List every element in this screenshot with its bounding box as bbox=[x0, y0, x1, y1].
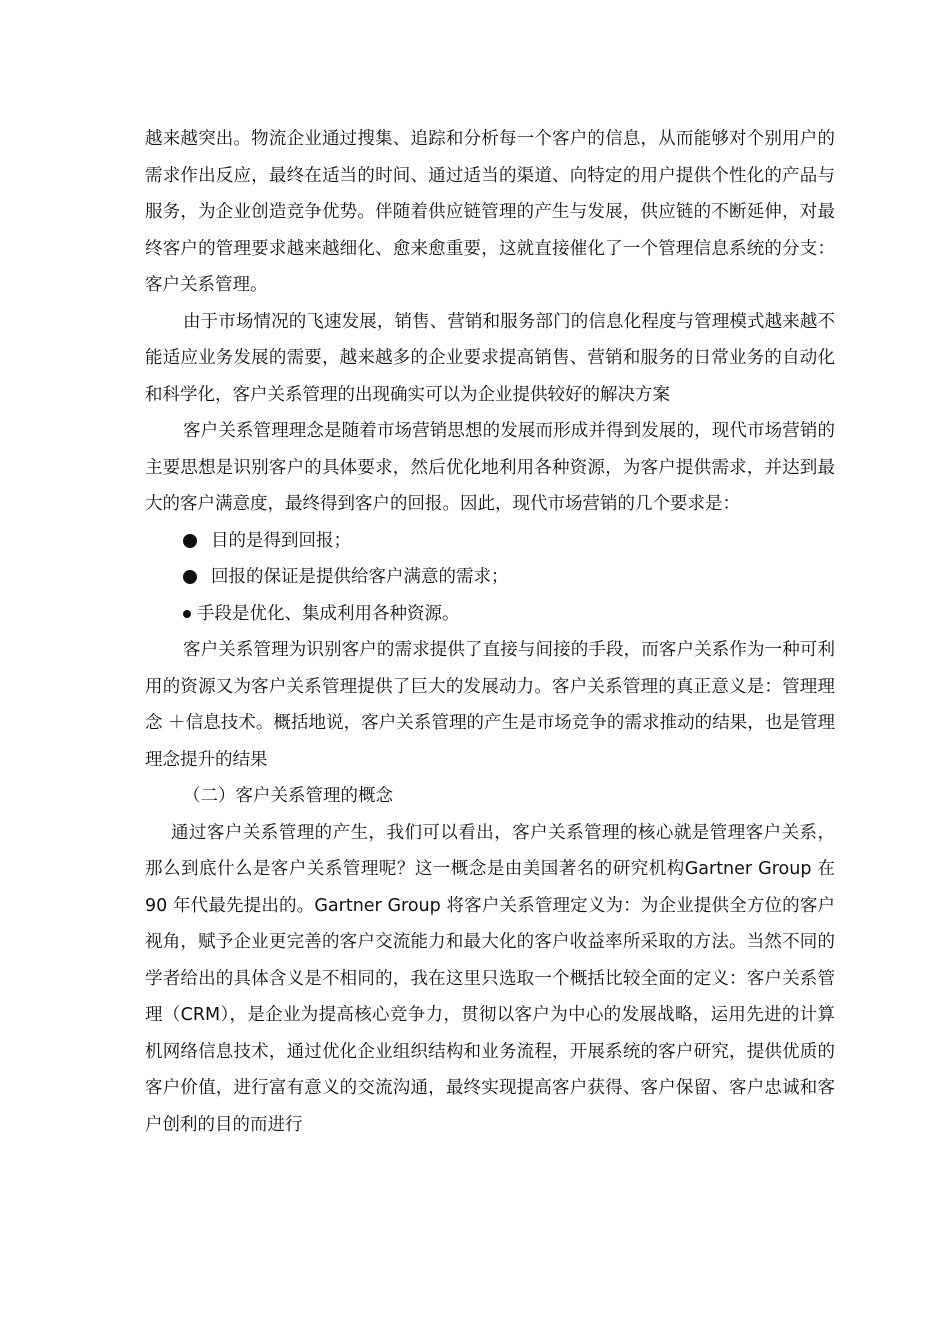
paragraph-5-crm: CRM bbox=[180, 1005, 221, 1025]
document-page bbox=[145, 121, 835, 1143]
bullet-item-3 bbox=[145, 596, 835, 633]
section-heading: （二）客户关系管理的概念 bbox=[183, 786, 393, 806]
bullet-item-1 bbox=[145, 523, 835, 560]
paragraph-5-gartner-2: Gartner Group bbox=[314, 895, 441, 916]
paragraph-1: 越来越突出。物流企业通过搜集、追踪和分析每一个客户的信息，从而能够对个别用户的需求作出反应，最终在适当的时间、通过适当的渠道、向特定的用户提供个性化的产品与服务，为企业创造竞争优势。伴随着供应链管理的产生与发展，供应链的不断延伸，对最终客户的管理要求越来越细化、愈来愈重要，这就直接催化了一个管理信息系统的分支：客户关系管理。 bbox=[145, 129, 835, 295]
paragraph-5-part-g: 将客户关系管理定义为：为企业提供全方位的客户视角，赋予企业更完善的客户交流能力和最大化的客户收益率所采取的方法。当然不同的学者给出的具体含义是不相同的，我在这里只选取一个概括比较全面的定义：客户关系管理（ bbox=[145, 895, 835, 1025]
bullet-text-3: 手段是优化、集成利用各种资源。 bbox=[197, 603, 460, 624]
paragraph-5-part-i: ），是企业为提高核心竞争力，贯彻以客户为中心的发展战略，运用先进的计算机网络信息技术，通过优化企业组织结构和业务流程，开展系统的客户研究，提供优质的客户价值，进行富有意义的交流沟通，最终实现提高客户获得、客户保留、客户忠诚和客户创利的目的而进行 bbox=[145, 1005, 836, 1135]
bullet-dot-icon bbox=[183, 610, 191, 618]
paragraph-5 bbox=[145, 815, 835, 1144]
bullet-dot-icon bbox=[183, 570, 197, 584]
bullet-item-2 bbox=[145, 559, 835, 596]
paragraph-5-year: 90 bbox=[145, 895, 168, 916]
paragraph-3: 客户关系管理理念是随着市场营销思想的发展而形成并得到发展的，现代市场营销的主要思想是识别客户的具体要求，然后优化地利用各种资源，为客户提供需求，并达到最大的客户满意度，最终得到客户的回报。因此，现代市场营销的几个要求是： bbox=[145, 421, 835, 514]
paragraph-4: 客户关系管理为识别客户的需求提供了直接与间接的手段，而客户关系作为一种可利用的资源又为客户关系管理提供了巨大的发展动力。客户关系管理的真正意义是：管理理念 ＋信息技术。概括地说，客户关系管理的产生是市场竞争的需求推动的结果，也是管理理念提升的结果 bbox=[145, 640, 835, 770]
paragraph-2: 由于市场情况的飞速发展，销售、营销和服务部门的信息化程度与管理模式越来越不能适应业务发展的需要，越来越多的企业要求提高销售、营销和服务的日常业务的自动化和科学化，客户关系管理的出现确实可以为企业提供较好的解决方案 bbox=[145, 311, 835, 405]
bullet-text-2: 回报的保证是提供给客户满意的需求； bbox=[211, 567, 509, 587]
paragraph-5-gartner-1: Gartner Group bbox=[684, 859, 812, 879]
paragraph-5-part-a: 通过客户关系管理的产生，我们可以看出，客户关系管理的核心就是管理客户关系，那么到底什么是客户关系管理呢？这一概念是由美国著名的研究机构 bbox=[145, 822, 835, 879]
bullet-text-1: 目的是得到回报； bbox=[211, 530, 351, 551]
paragraph-5-part-e: 年代最先提出的。 bbox=[173, 895, 315, 916]
paragraph-5-part-c: 在 bbox=[817, 859, 836, 879]
bullet-dot-icon bbox=[183, 534, 197, 548]
